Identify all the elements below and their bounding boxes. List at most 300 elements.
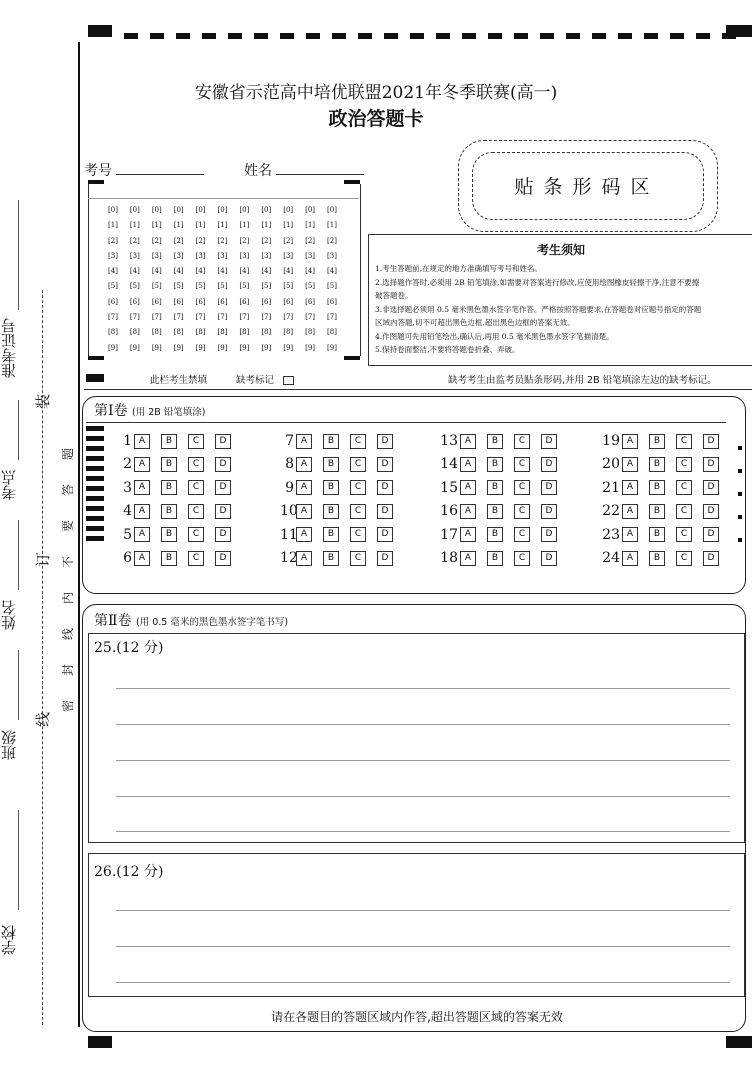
option-bubble-c[interactable]: C: [188, 480, 204, 495]
id-digit-bubble[interactable]: [6]: [261, 297, 272, 306]
option-bubble-d[interactable]: D: [377, 457, 393, 472]
timing-mark: [280, 33, 294, 39]
option-bubble-d[interactable]: D: [703, 551, 719, 566]
option-bubble-b[interactable]: B: [323, 457, 339, 472]
id-digit-bubble[interactable]: [2]: [305, 236, 316, 245]
option-bubble-d[interactable]: D: [541, 527, 557, 542]
id-digit-bubble[interactable]: [4]: [195, 267, 206, 276]
timing-mark: [462, 33, 476, 39]
option-bubble-d[interactable]: D: [377, 527, 393, 542]
option-bubble-a[interactable]: A: [622, 480, 638, 495]
id-digit-bubble[interactable]: [5]: [217, 282, 228, 291]
inner-char: 不: [61, 555, 76, 569]
id-digit-bubble[interactable]: [1]: [327, 221, 337, 230]
id-digit-bubble[interactable]: [4]: [129, 267, 140, 276]
question-number: 5: [123, 526, 132, 543]
id-digit-bubble[interactable]: [6]: [108, 297, 118, 306]
option-bubble-d[interactable]: D: [541, 457, 557, 472]
id-digit-column: [212, 203, 234, 356]
id-digit-bubble[interactable]: [3]: [151, 251, 162, 260]
option-bubble-c[interactable]: C: [350, 434, 366, 449]
option-bubble-c[interactable]: C: [676, 434, 692, 449]
id-digit-bubble[interactable]: [0]: [239, 206, 250, 214]
option-bubble-b[interactable]: B: [487, 434, 503, 449]
id-digit-bubble[interactable]: [8]: [261, 328, 272, 337]
id-digit-bubble[interactable]: [6]: [173, 297, 184, 306]
option-bubble-a[interactable]: A: [622, 457, 638, 472]
question-14: [436, 455, 568, 473]
id-digit-bubble[interactable]: [9]: [108, 343, 118, 352]
id-digit-bubble[interactable]: [7]: [327, 313, 337, 322]
id-digit-bubble[interactable]: [8]: [217, 328, 228, 337]
question-20: [598, 455, 730, 473]
notice-line: 2.选择题作答时,必须用 2B 铅笔填涂,如需要对答案进行修改,应使用绘图橡皮轻擦干净,注意不要擦: [375, 277, 700, 287]
timing-mark: [514, 33, 528, 39]
answer-line: [116, 688, 730, 689]
id-digit-bubble[interactable]: [9]: [173, 343, 184, 352]
option-bubble-d[interactable]: D: [377, 480, 393, 495]
id-digit-bubble[interactable]: [2]: [108, 236, 118, 245]
id-digit-column: [168, 203, 190, 356]
option-bubble-a[interactable]: A: [622, 527, 638, 542]
id-digit-bubble[interactable]: [0]: [327, 206, 337, 214]
option-bubble-a[interactable]: A: [460, 551, 476, 566]
option-bubble-b[interactable]: B: [323, 504, 339, 519]
question-11: [280, 526, 404, 544]
part1-title-text: 第Ⅰ卷: [94, 403, 128, 419]
option-bubble-d[interactable]: D: [703, 457, 719, 472]
option-bubble-d[interactable]: D: [377, 434, 393, 449]
option-bubble-c[interactable]: C: [350, 551, 366, 566]
question-15: [436, 479, 568, 497]
id-digit-bubble[interactable]: [3]: [327, 251, 337, 260]
id-digit-bubble[interactable]: [6]: [151, 297, 162, 306]
timing-mark: [306, 33, 320, 39]
margin-underline: [18, 810, 19, 910]
id-digit-column: [102, 203, 124, 356]
answer-line: [116, 796, 730, 797]
question-number: 23: [602, 526, 620, 543]
option-bubble-a[interactable]: A: [296, 527, 312, 542]
question-18: [436, 549, 568, 567]
question-26-label: 26.(12 分): [94, 864, 164, 880]
option-bubble-b[interactable]: B: [487, 504, 503, 519]
option-bubble-c[interactable]: C: [350, 527, 366, 542]
question-number: 15: [440, 479, 458, 496]
option-bubble-a[interactable]: A: [134, 434, 150, 449]
id-digit-bubble[interactable]: [1]: [261, 221, 272, 230]
id-digit-bubble[interactable]: [0]: [283, 206, 294, 214]
answer-box-25[interactable]: [88, 633, 745, 843]
id-digit-bubble[interactable]: [6]: [195, 297, 206, 306]
timing-mark: [738, 538, 742, 542]
id-digit-bubble[interactable]: [2]: [261, 236, 272, 245]
id-digit-bubble[interactable]: [4]: [305, 267, 316, 276]
option-bubble-d[interactable]: D: [703, 480, 719, 495]
option-bubble-b[interactable]: B: [161, 504, 177, 519]
id-digit-bubble[interactable]: [7]: [239, 313, 250, 322]
id-digit-bubble[interactable]: [6]: [283, 297, 294, 306]
exam-no-label: 考号: [84, 163, 112, 179]
answer-line: [116, 946, 730, 947]
option-bubble-b[interactable]: B: [161, 480, 177, 495]
option-bubble-a[interactable]: A: [134, 527, 150, 542]
option-bubble-c[interactable]: C: [514, 527, 530, 542]
option-bubble-a[interactable]: A: [622, 434, 638, 449]
option-bubble-c[interactable]: C: [676, 480, 692, 495]
exam-title: 安徽省示范高中培优联盟2021年冬季联赛(高一): [194, 83, 558, 103]
option-bubble-c[interactable]: C: [676, 457, 692, 472]
id-digit-bubble[interactable]: [0]: [217, 206, 228, 214]
id-digit-bubble[interactable]: [3]: [195, 251, 206, 260]
question-number: 4: [123, 503, 132, 520]
option-bubble-a[interactable]: A: [460, 527, 476, 542]
option-bubble-b[interactable]: B: [487, 480, 503, 495]
id-digit-bubble[interactable]: [4]: [217, 267, 228, 276]
inner-char: 线: [61, 627, 76, 641]
option-bubble-c[interactable]: C: [350, 480, 366, 495]
binding-char-zhuang: 装: [34, 393, 53, 410]
id-digit-bubble[interactable]: [1]: [151, 221, 162, 230]
question-5: [118, 526, 242, 544]
timing-mark: [738, 469, 742, 473]
option-bubble-c[interactable]: C: [514, 504, 530, 519]
id-digit-bubble[interactable]: [6]: [217, 297, 228, 306]
id-digit-bubble[interactable]: [2]: [327, 236, 337, 245]
id-digit-bubble[interactable]: [7]: [305, 313, 316, 322]
option-bubble-c[interactable]: C: [188, 504, 204, 519]
id-digit-bubble[interactable]: [4]: [283, 267, 294, 276]
option-bubble-a[interactable]: A: [460, 504, 476, 519]
option-bubble-b[interactable]: B: [649, 551, 665, 566]
id-digit-column: [255, 203, 277, 356]
option-bubble-b[interactable]: B: [161, 434, 177, 449]
inner-char: 封: [61, 663, 76, 677]
option-bubble-c[interactable]: C: [514, 457, 530, 472]
option-bubble-c[interactable]: C: [350, 457, 366, 472]
id-digit-bubble[interactable]: [9]: [151, 343, 162, 352]
option-bubble-b[interactable]: B: [323, 551, 339, 566]
id-digit-column: [124, 203, 146, 356]
part2-subtitle: (用 0.5 毫米的黑色墨水签字笔书写): [135, 617, 289, 628]
id-digit-bubble[interactable]: [5]: [173, 282, 184, 291]
id-digit-bubble[interactable]: [5]: [239, 282, 250, 291]
id-digit-bubble[interactable]: [9]: [327, 343, 337, 352]
question-1: [118, 432, 242, 450]
absent-note: 缺考考生由监考员贴条形码,并用 2B 铅笔填涂左边的缺考标记。: [448, 375, 717, 386]
id-digit-bubble[interactable]: [5]: [261, 282, 272, 291]
option-bubble-c[interactable]: C: [676, 527, 692, 542]
id-digit-bubble[interactable]: [8]: [129, 328, 140, 337]
question-number: 2: [123, 456, 132, 473]
option-bubble-d[interactable]: D: [215, 480, 231, 495]
timing-mark: [722, 33, 736, 39]
answer-line: [116, 910, 730, 911]
option-bubble-c[interactable]: C: [188, 527, 204, 542]
question-number: 3: [123, 479, 132, 496]
exam-no-field[interactable]: [84, 160, 204, 180]
timing-mark: [86, 426, 104, 431]
timing-mark: [86, 466, 104, 471]
option-bubble-a[interactable]: A: [134, 504, 150, 519]
option-bubble-d[interactable]: D: [541, 504, 557, 519]
inner-char: 密: [61, 699, 76, 713]
question-number: 16: [440, 503, 458, 520]
id-digit-bubble[interactable]: [4]: [239, 267, 250, 276]
option-bubble-c[interactable]: C: [188, 457, 204, 472]
id-digit-bubble[interactable]: [7]: [173, 313, 184, 322]
timing-mark: [738, 446, 742, 450]
option-bubble-a[interactable]: A: [622, 551, 638, 566]
id-digit-bubble[interactable]: [9]: [283, 343, 294, 352]
id-digit-bubble[interactable]: [5]: [129, 282, 140, 291]
question-number: 21: [602, 479, 620, 496]
timing-mark: [644, 33, 658, 39]
id-digit-bubble[interactable]: [8]: [151, 328, 162, 337]
id-digit-bubble[interactable]: [1]: [195, 221, 206, 230]
id-digit-bubble[interactable]: [5]: [283, 282, 294, 291]
question-number: 10: [280, 503, 298, 520]
option-bubble-b[interactable]: B: [323, 480, 339, 495]
id-digit-bubble[interactable]: [3]: [129, 251, 140, 260]
absent-row-mark: [86, 374, 104, 382]
option-bubble-b[interactable]: B: [487, 457, 503, 472]
id-digit-bubble[interactable]: [7]: [217, 313, 228, 322]
corner-mark-bottom-right: [726, 1036, 752, 1048]
id-digit-bubble[interactable]: [0]: [108, 206, 118, 214]
id-digit-bubble[interactable]: [1]: [173, 221, 184, 230]
id-digit-bubble[interactable]: [3]: [239, 251, 250, 260]
option-bubble-a[interactable]: A: [622, 504, 638, 519]
question-19: [598, 432, 730, 450]
id-digit-bubble[interactable]: [0]: [195, 206, 206, 214]
id-digit-bubble[interactable]: [5]: [151, 282, 162, 291]
option-bubble-d[interactable]: D: [703, 527, 719, 542]
id-digit-bubble[interactable]: [1]: [283, 221, 294, 230]
id-digit-bubble[interactable]: [6]: [129, 297, 140, 306]
id-digit-bubble[interactable]: [3]: [217, 251, 228, 260]
option-bubble-d[interactable]: D: [215, 527, 231, 542]
id-digit-bubble[interactable]: [0]: [173, 206, 184, 214]
id-digit-bubble[interactable]: [9]: [217, 343, 228, 352]
question-22: [598, 502, 730, 520]
id-digit-column: [146, 203, 168, 356]
id-digit-bubble[interactable]: [6]: [327, 297, 337, 306]
margin-label-class: 班级: [0, 730, 18, 760]
option-bubble-b[interactable]: B: [649, 504, 665, 519]
id-digit-bubble[interactable]: [7]: [108, 313, 118, 322]
id-digit-bubble[interactable]: [6]: [239, 297, 250, 306]
notice-line: 4.作图题可先用铅笔绘出,确认后,再用 0.5 毫米黑色墨水签字笔描清楚。: [375, 331, 614, 341]
inner-char: 题: [61, 447, 76, 461]
id-digit-bubble[interactable]: [5]: [108, 282, 118, 291]
option-bubble-a[interactable]: A: [296, 457, 312, 472]
id-digit-bubble[interactable]: [7]: [283, 313, 294, 322]
option-bubble-b[interactable]: B: [323, 434, 339, 449]
id-digit-column: [233, 203, 255, 356]
question-12: [280, 549, 404, 567]
option-bubble-c[interactable]: C: [514, 434, 530, 449]
id-digit-bubble[interactable]: [0]: [261, 206, 272, 214]
question-13: [436, 432, 568, 450]
timing-mark: [86, 496, 104, 501]
timing-mark: [254, 33, 268, 39]
timing-mark: [86, 486, 104, 491]
question-number: 20: [602, 456, 620, 473]
option-bubble-b[interactable]: B: [161, 551, 177, 566]
option-bubble-d[interactable]: D: [703, 434, 719, 449]
id-digit-bubble[interactable]: [8]: [108, 328, 118, 337]
option-bubble-d[interactable]: D: [541, 551, 557, 566]
option-bubble-b[interactable]: B: [649, 480, 665, 495]
id-digit-bubble[interactable]: [9]: [261, 343, 272, 352]
binding-char-ding: 订: [34, 551, 53, 568]
id-digit-bubble[interactable]: [5]: [195, 282, 206, 291]
id-digit-bubble[interactable]: [5]: [305, 282, 316, 291]
id-digit-bubble[interactable]: [2]: [129, 236, 140, 245]
name-field[interactable]: [244, 160, 364, 180]
option-bubble-a[interactable]: A: [460, 457, 476, 472]
id-digit-bubble[interactable]: [8]: [305, 328, 316, 337]
id-digit-bubble[interactable]: [7]: [151, 313, 162, 322]
barcode-label: 贴条形码区: [514, 176, 660, 198]
option-bubble-a[interactable]: A: [134, 457, 150, 472]
option-bubble-c[interactable]: C: [350, 504, 366, 519]
id-digit-bubble[interactable]: [9]: [129, 343, 140, 352]
id-digit-bubble[interactable]: [4]: [151, 267, 162, 276]
option-bubble-d[interactable]: D: [215, 551, 231, 566]
id-digit-bubble[interactable]: [7]: [195, 313, 206, 322]
option-bubble-c[interactable]: C: [514, 480, 530, 495]
option-bubble-c[interactable]: C: [676, 551, 692, 566]
option-bubble-d[interactable]: D: [377, 551, 393, 566]
id-digit-bubble[interactable]: [9]: [305, 343, 316, 352]
id-digit-bubble[interactable]: [7]: [129, 313, 140, 322]
id-digit-bubble[interactable]: [1]: [129, 221, 140, 230]
option-bubble-a[interactable]: A: [296, 551, 312, 566]
option-bubble-b[interactable]: B: [649, 527, 665, 542]
option-bubble-a[interactable]: A: [460, 434, 476, 449]
option-bubble-a[interactable]: A: [296, 480, 312, 495]
option-bubble-a[interactable]: A: [296, 504, 312, 519]
id-digit-bubble[interactable]: [9]: [195, 343, 206, 352]
id-digit-bubble[interactable]: [2]: [283, 236, 294, 245]
margin-underline: [18, 520, 19, 590]
id-digit-bubble[interactable]: [2]: [195, 236, 206, 245]
option-bubble-b[interactable]: B: [487, 527, 503, 542]
answer-box-26[interactable]: [88, 853, 745, 997]
id-digit-bubble[interactable]: [5]: [327, 282, 337, 291]
absent-mark-field[interactable]: [236, 372, 294, 386]
id-digit-bubble[interactable]: [4]: [261, 267, 272, 276]
absent-left-label: 此栏考生禁填: [150, 375, 208, 386]
question-number: 14: [440, 456, 458, 473]
id-digit-bubble[interactable]: [4]: [173, 267, 184, 276]
option-bubble-d[interactable]: D: [541, 434, 557, 449]
option-bubble-c[interactable]: C: [676, 504, 692, 519]
question-number: 12: [280, 550, 298, 566]
card-title: 政治答题卡: [328, 108, 424, 130]
id-digit-bubble[interactable]: [8]: [239, 328, 250, 337]
option-bubble-b[interactable]: B: [161, 527, 177, 542]
id-digit-bubble[interactable]: [3]: [108, 251, 118, 260]
option-bubble-d[interactable]: D: [215, 504, 231, 519]
option-bubble-b[interactable]: B: [487, 551, 503, 566]
id-digit-bubble[interactable]: [1]: [239, 221, 250, 230]
id-digit-bubble[interactable]: [2]: [151, 236, 162, 245]
question-number: 19: [602, 433, 620, 449]
id-digit-bubble[interactable]: [3]: [305, 251, 316, 260]
candidate-notice: [368, 234, 752, 366]
option-bubble-a[interactable]: A: [134, 551, 150, 566]
id-digit-bubble[interactable]: [1]: [305, 221, 316, 230]
option-bubble-b[interactable]: B: [649, 457, 665, 472]
id-digit-bubble[interactable]: [8]: [195, 328, 206, 337]
absent-mark-label: 缺考标记: [236, 375, 275, 386]
option-bubble-b[interactable]: B: [649, 434, 665, 449]
option-bubble-c[interactable]: C: [514, 551, 530, 566]
id-digit-bubble[interactable]: [1]: [217, 221, 228, 230]
option-bubble-a[interactable]: A: [296, 434, 312, 449]
id-digit-bubble[interactable]: [4]: [327, 267, 337, 276]
inner-char: 答: [61, 483, 76, 497]
id-digit-bubble[interactable]: [3]: [261, 251, 272, 260]
option-bubble-b[interactable]: B: [161, 457, 177, 472]
option-bubble-a[interactable]: A: [134, 480, 150, 495]
timing-mark: [150, 33, 164, 39]
id-digit-bubble[interactable]: [1]: [108, 221, 118, 230]
id-digit-bubble[interactable]: [2]: [239, 236, 250, 245]
timing-mark: [86, 446, 104, 451]
id-digit-bubble[interactable]: [8]: [327, 328, 337, 337]
option-bubble-c[interactable]: C: [188, 434, 204, 449]
question-number: 9: [285, 479, 294, 496]
option-bubble-d[interactable]: D: [541, 480, 557, 495]
id-digit-bubble[interactable]: [7]: [261, 313, 272, 322]
question-2: [118, 455, 242, 473]
option-bubble-c[interactable]: C: [188, 551, 204, 566]
id-digit-bubble[interactable]: [9]: [239, 343, 250, 352]
absent-mark-checkbox[interactable]: [283, 376, 294, 385]
question-25-label: 25.(12 分): [94, 640, 164, 656]
timing-mark: [384, 33, 398, 39]
id-digit-bubble[interactable]: [8]: [283, 328, 294, 337]
id-digit-bubble[interactable]: [2]: [217, 236, 228, 245]
option-bubble-d[interactable]: D: [377, 504, 393, 519]
timing-mark: [86, 436, 104, 441]
margin-underline: [18, 200, 19, 310]
timing-mark: [86, 506, 104, 511]
option-bubble-a[interactable]: A: [460, 480, 476, 495]
notice-line: 区域内答题,切不可超出黑色边框,超出黑色边框的答案无效。: [375, 318, 575, 327]
question-4: [118, 502, 242, 520]
id-digit-bubble[interactable]: [2]: [173, 236, 184, 245]
option-bubble-d[interactable]: D: [215, 457, 231, 472]
option-bubble-b[interactable]: B: [323, 527, 339, 542]
id-digit-bubble[interactable]: [6]: [305, 297, 316, 306]
option-bubble-d[interactable]: D: [215, 434, 231, 449]
margin-label-venue: 考点: [0, 470, 18, 500]
id-digit-bubble[interactable]: [4]: [108, 267, 118, 276]
id-digit-bubble[interactable]: [0]: [129, 206, 140, 214]
id-digit-bubble[interactable]: [0]: [305, 206, 316, 214]
id-digit-bubble[interactable]: [8]: [173, 328, 184, 337]
id-digit-bubble[interactable]: [3]: [173, 251, 184, 260]
margin-underline: [18, 400, 19, 460]
id-digit-bubble[interactable]: [3]: [283, 251, 294, 260]
option-bubble-d[interactable]: D: [703, 504, 719, 519]
id-digit-bubble[interactable]: [0]: [151, 206, 162, 214]
